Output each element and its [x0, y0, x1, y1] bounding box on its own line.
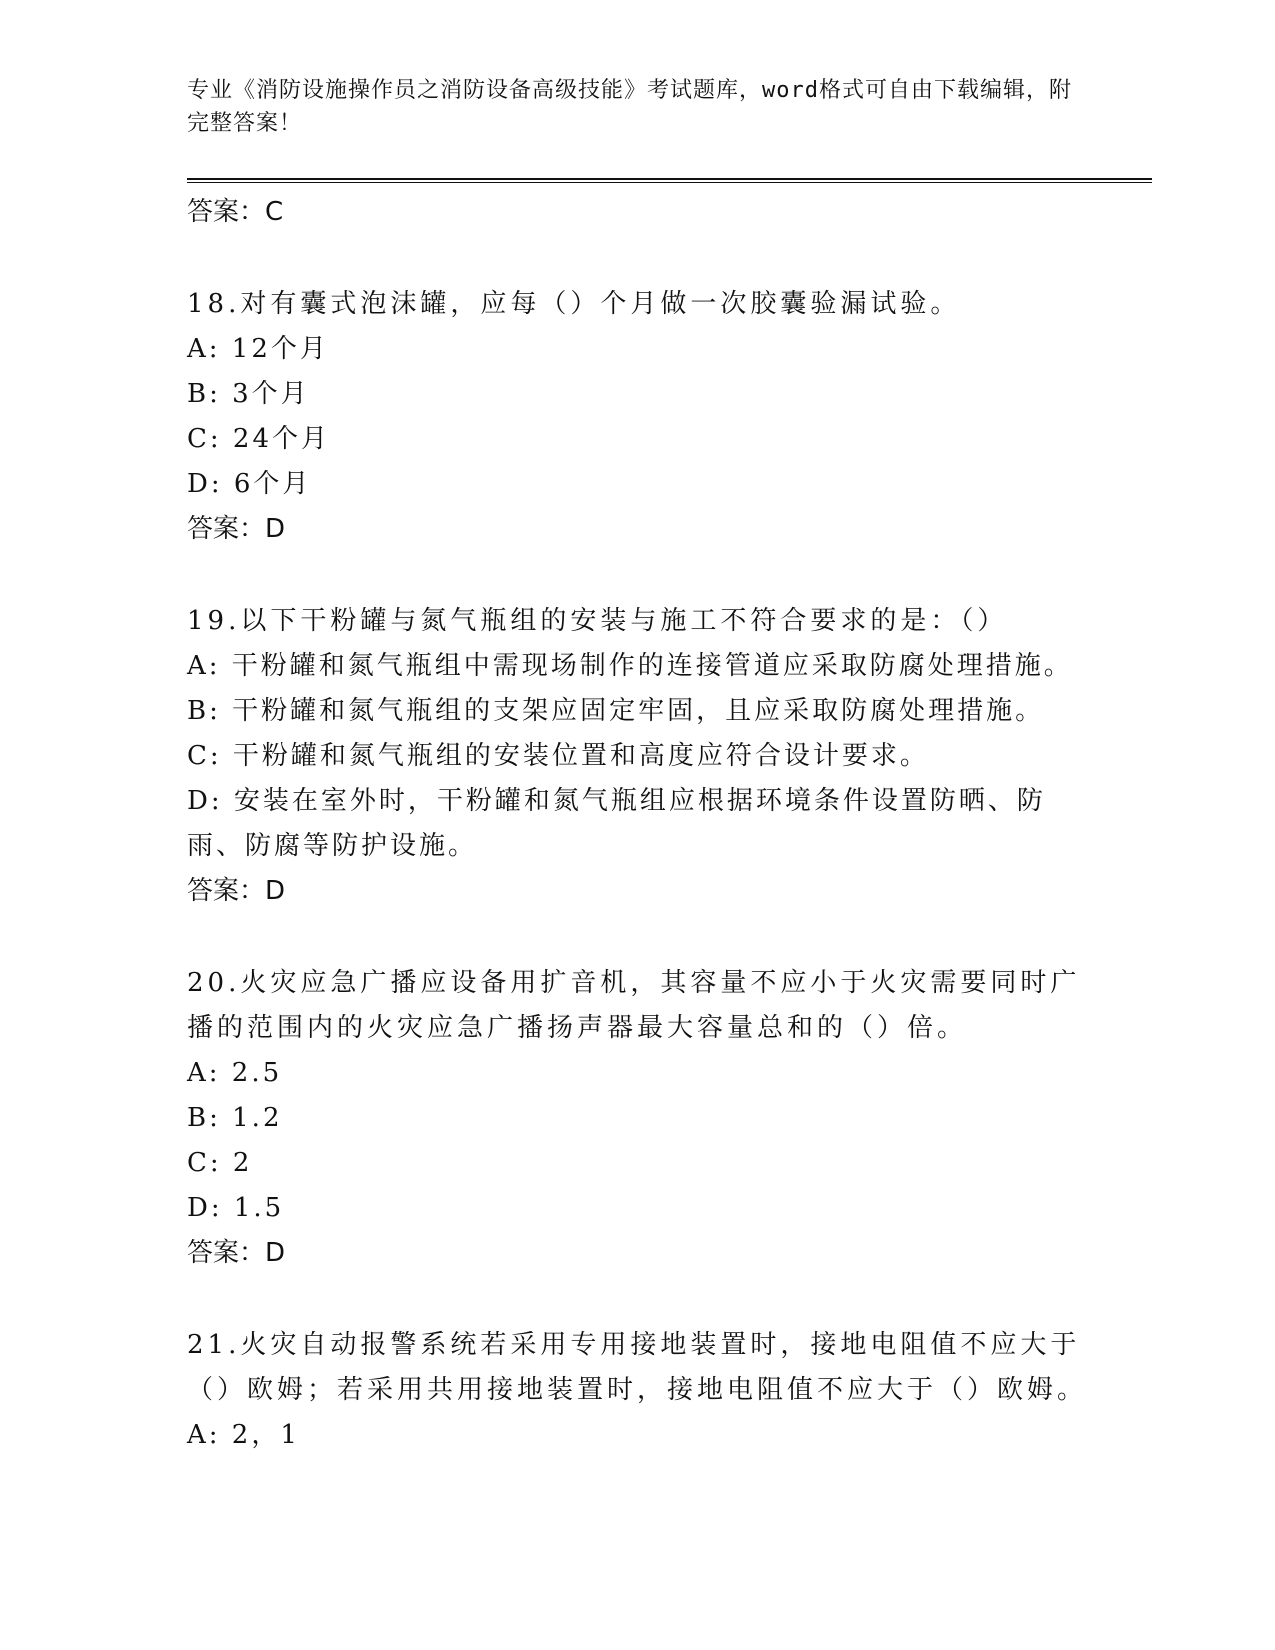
question-21: [187, 1323, 1087, 1458]
answer: 答案：D: [187, 514, 286, 544]
question-19: [187, 599, 1087, 913]
option-d: D: 安装在室外时，干粉罐和氮气瓶组应根据环境条件设置防晒、防雨、防腐等防护设施。: [187, 786, 1046, 861]
option-d: D: 6个月: [187, 469, 312, 499]
option-b: B: 干粉罐和氮气瓶组的支架应固定牢固，且应采取防腐处理措施。: [187, 696, 1045, 726]
option-b: B: 3个月: [187, 379, 310, 409]
question-text: 19.以下干粉罐与氮气瓶组的安装与施工不符合要求的是：（）: [187, 606, 1008, 636]
question-text: 18.对有囊式泡沫罐，应每（）个月做一次胶囊验漏试验。: [187, 289, 961, 319]
option-c: C: 24个月: [187, 424, 331, 454]
option-c: C: 干粉罐和氮气瓶组的安装位置和高度应符合设计要求。: [187, 741, 929, 771]
answer: 答案：D: [187, 876, 286, 906]
question-list: [187, 190, 1087, 1458]
option-a: A: 干粉罐和氮气瓶组中需现场制作的连接管道应采取防腐处理措施。: [187, 651, 1073, 681]
previous-answer: 答案：C: [187, 197, 284, 227]
answer: 答案：D: [187, 1238, 286, 1268]
option-a: A: 2，1: [187, 1420, 300, 1450]
option-c: C: 2: [187, 1148, 253, 1178]
question-18: [187, 282, 1087, 551]
document-header: 专业《消防设施操作员之消防设备高级技能》考试题库，word格式可自由下载编辑，附完整答案！: [187, 78, 1072, 136]
option-a: A: 12个月: [187, 334, 329, 364]
header-divider-thin: [187, 182, 1152, 183]
header-divider: [187, 178, 1152, 180]
option-a: A: 2.5: [187, 1058, 283, 1088]
question-text: 20.火灾应急广播应设备用扩音机，其容量不应小于火灾需要同时广播的范围内的火灾应急广播扬声器最大容量总和的（）倍。: [187, 968, 1081, 1043]
question-text: 21.火灾自动报警系统若采用专用接地装置时，接地电阻值不应大于（）欧姆；若采用共用接地装置时，接地电阻值不应大于（）欧姆。: [187, 1330, 1088, 1405]
question-20: [187, 961, 1087, 1275]
option-d: D: 1.5: [187, 1193, 285, 1223]
option-b: B: 1.2: [187, 1103, 283, 1133]
